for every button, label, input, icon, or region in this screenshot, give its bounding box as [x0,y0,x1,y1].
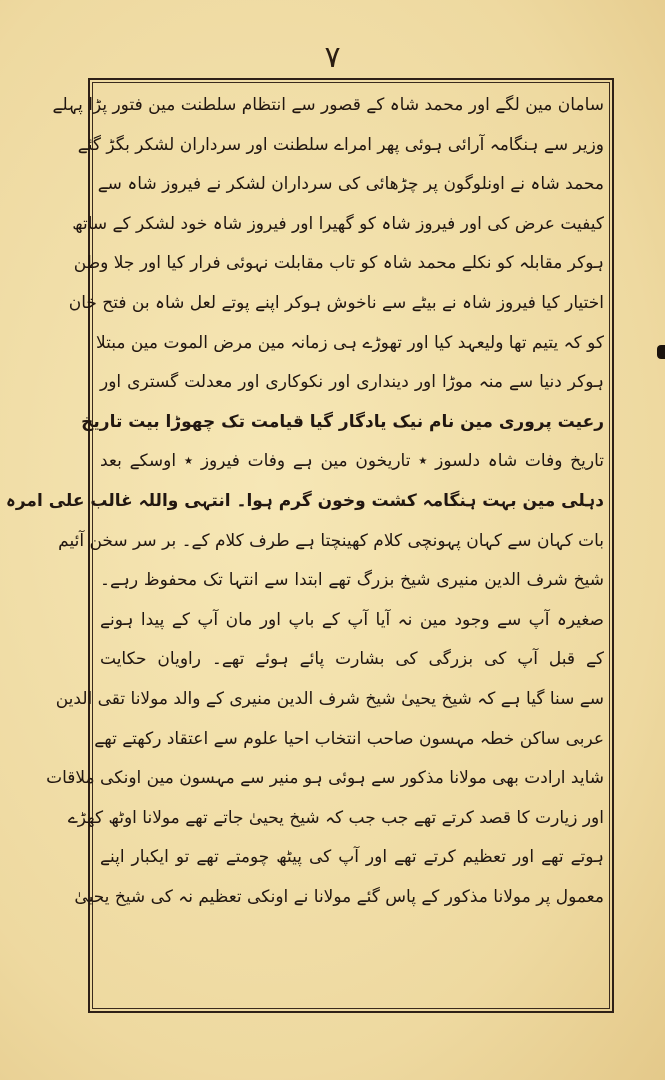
text-line: وزیر سے ہنگامہ آرائی ہوئی پھر امراے سلطنت اور سرداران لشکر بگڑ گئے [77,134,604,155]
text-line: عربی ساکن خطہ مہسون صاحب انتخاب احیا علوم سے اعتقاد رکھتے تھے [94,728,604,749]
text-body [5,86,604,917]
text-line: رعیت پروری مین نام نیک یادگار گیا قیامت تک چھوڑا بیت تاریخ [81,411,604,432]
text-line: تاریخ وفات شاہ دلسوز ٭ تاریخون مین ہے وفات فیروز ٭ اوسکے بعد [100,451,604,472]
binding-hole [657,345,665,359]
text-line: شاید ارادت بھی مولانا مذکور سے ہوئی ہو منیر سے مہسون مین اونکی ملاقات [46,768,604,789]
text-line: ہوکر مقابلہ کو نکلے محمد شاہ کو تاب مقابلت نہوئی فرار کیا اور جلا وطن [73,253,604,274]
page-number: ۷ [324,40,341,75]
text-line: صغیرہ آپ سے وجود مین نہ آیا آپ کے باپ اور مان آپ کے پیدا ہونے [100,609,604,630]
text-line: معمول پر مولانا مذکور کے پاس گئے مولانا نے اونکی تعظیم نہ کی شیخ یحییٰ [74,886,604,907]
text-line: ہوکر دنیا سے منہ موڑا اور دینداری اور نکوکاری اور معدلت گستری اور [100,372,604,393]
text-line: کے قبل آپ کی بزرگی کی بشارت پائے ہوئے تھے۔ راویان حکایت [100,649,604,670]
text-line: دہلی مین بہت ہنگامہ کشت وخون گرم ہوا۔ انتہی واللہ غالب علی امرہ [5,490,604,511]
text-line: کیفیت عرض کی اور فیروز شاہ کو گھیرا اور فیروز شاہ خود لشکر کے ساتھ [72,213,604,234]
text-line: کو کہ یتیم تھا ولیعہد کیا اور تھوڑے ہی زمانہ مین مرض الموت مین مبتلا [95,332,604,353]
text-line: اور زیارت کا قصد کرتے تھے جب جب کہ شیخ یحییٰ جاتے تھے مولانا اوٹھ کھڑے [67,807,604,828]
text-line: اختیار کیا فیروز شاہ نے بیٹے سے ناخوش ہوکر اپنے پوتے لعل شاہ بن فتح خان [68,292,604,313]
text-line: بات کہان سے کہان پہونچی کلام کھینچتا ہے طرف کلام کے۔ بر سر سخن آئیم [58,530,604,551]
text-line: شیخ شرف الدین منیری شیخ بزرگ تھے ابتدا سے انتہا تک محفوظ رہے۔ [100,570,604,591]
text-line: محمد شاہ نے اونلوگون پر چڑھائی کی سرداران لشکر نے فیروز شاہ سے [97,174,604,195]
text-line: ہوتے تھے اور تعظیم کرتے تھے اور آپ کی پیٹھ چومتے تھے تو ایکبار اپنے [100,847,604,868]
text-line: سامان مین لگے اور محمد شاہ کے قصور سے انتظام سلطنت مین فتور پڑا پہلے [52,95,604,115]
text-line: سے سنا گیا ہے کہ شیخ یحییٰ شیخ شرف الدین منیری کے والد مولانا تقی الدین [55,688,604,709]
